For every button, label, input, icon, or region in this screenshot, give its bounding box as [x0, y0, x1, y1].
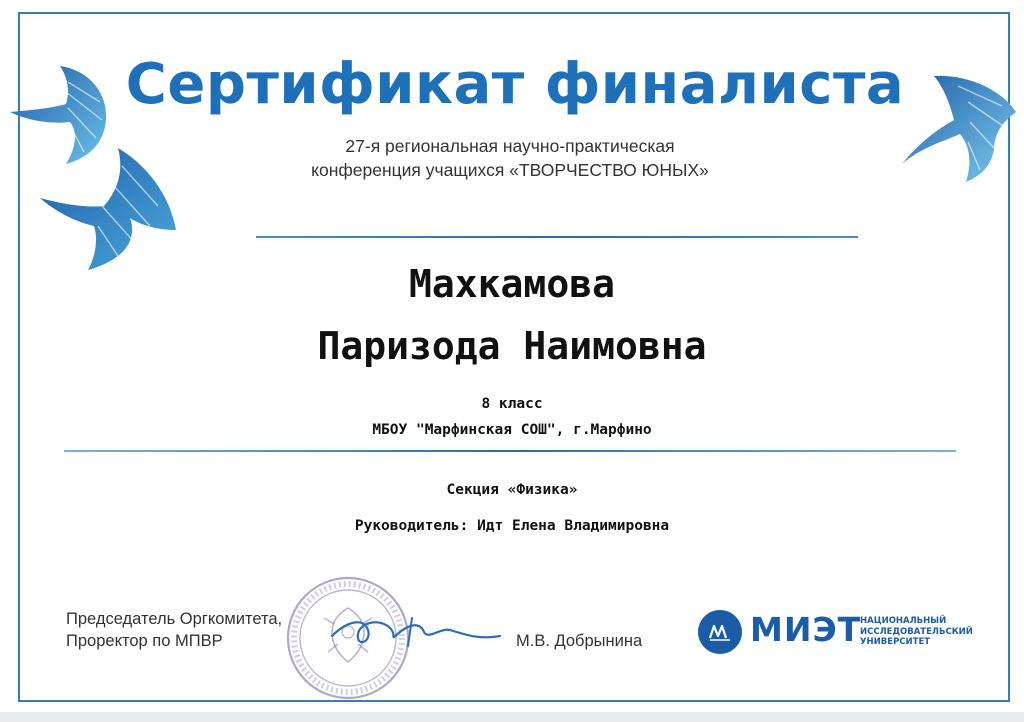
swallow-icon-left [38, 146, 183, 276]
signer-role-line1: Председатель Оргкомитета, [66, 610, 283, 628]
signer-role-line2: Проректор по МПВР [66, 632, 223, 650]
handwritten-signature [328, 614, 508, 654]
miet-logo-subtitle [860, 616, 973, 648]
divider-middle [64, 450, 956, 452]
grade-text: 8 класс [481, 396, 543, 412]
miet-logo-subtitle-line3: УНИВЕРСИТЕТ [860, 637, 931, 647]
divider-top [256, 236, 858, 238]
miet-logo-emblem-icon [698, 610, 742, 654]
certificate-title: Сертификат финалиста [125, 52, 905, 117]
recipient-last-name: Махкамова [409, 262, 615, 306]
conference-subtitle-line1: 27-я региональная научно-практическая [345, 136, 675, 156]
page-bottom-strip [0, 712, 1024, 722]
miet-logo [698, 610, 988, 656]
school-text: МБОУ "Марфинская СОШ", г.Марфино [372, 422, 652, 438]
signer-name: М.В. Добрынина [516, 632, 643, 650]
section-text: Секция «Физика» [446, 482, 578, 498]
recipient-first-middle-name: Паризода Наимовна [317, 324, 707, 368]
miet-logo-subtitle-line1: НАЦИОНАЛЬНЫЙ [860, 616, 947, 626]
conference-subtitle-line2: конференция учащихся «ТВОРЧЕСТВО ЮНЫХ» [311, 160, 709, 180]
miet-logo-wordmark: МИЭТ [750, 610, 862, 649]
supervisor-text: Руководитель: Идт Елена Владимировна [354, 518, 670, 534]
miet-logo-subtitle-line2: ИССЛЕДОВАТЕЛЬСКИЙ [860, 626, 973, 637]
